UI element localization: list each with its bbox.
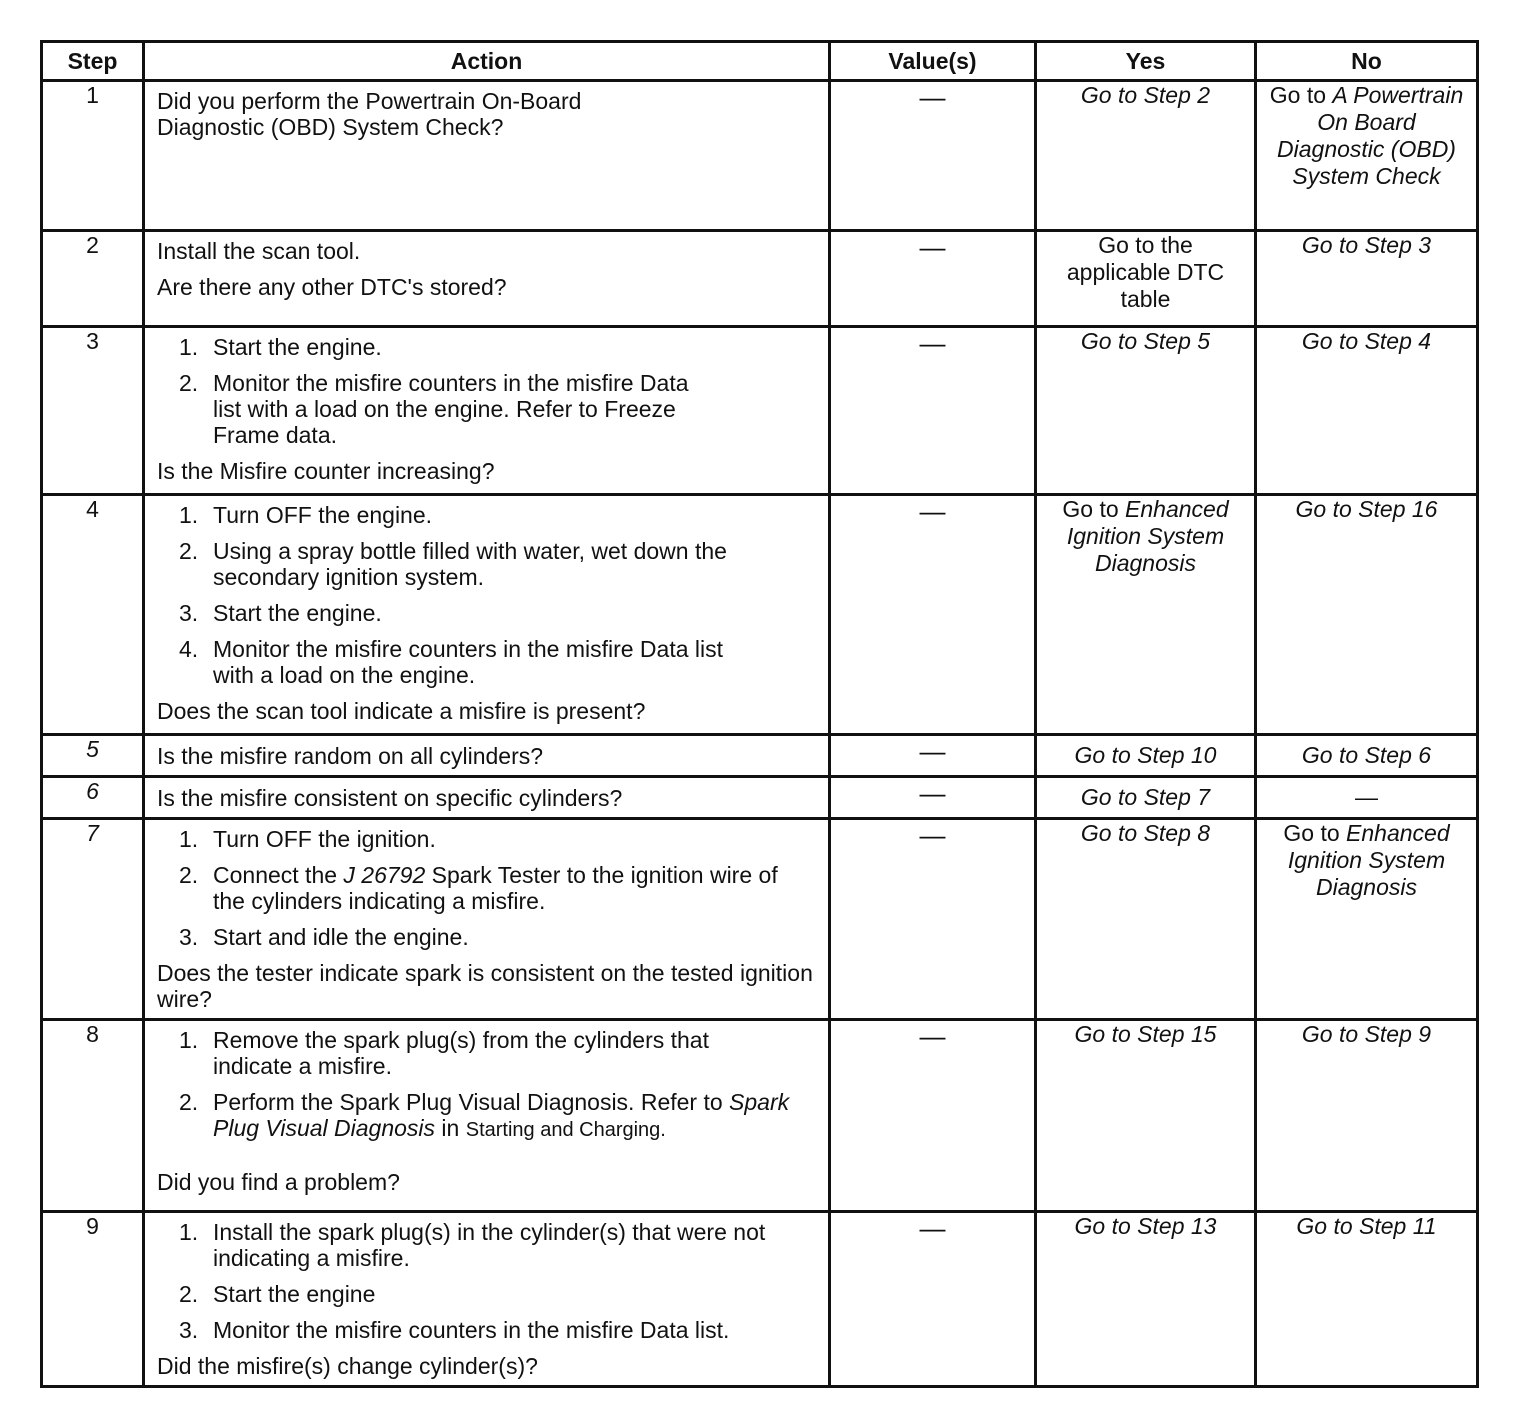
header-yes: Yes xyxy=(1036,42,1256,81)
header-action: Action xyxy=(144,42,830,81)
item-text: Start the engine. xyxy=(213,334,382,360)
item-text: Start the engine xyxy=(213,1281,376,1307)
step-number: 3 xyxy=(42,327,144,495)
table-row xyxy=(42,81,1478,231)
yes-link[interactable]: Go to Step 2 xyxy=(1080,82,1211,108)
value-cell: — xyxy=(830,495,1036,735)
item-number: 1. xyxy=(179,334,199,360)
tool-reference: J 26792 xyxy=(343,862,426,888)
value-cell: — xyxy=(830,81,1036,231)
section-reference: Starting and Charging. xyxy=(465,1119,666,1141)
item-number: 2. xyxy=(179,538,199,564)
no-cell xyxy=(1256,1020,1478,1212)
step-number: 1 xyxy=(42,81,144,231)
step-number: 6 xyxy=(42,777,144,819)
action-cell xyxy=(144,495,830,735)
step-number: 2 xyxy=(42,231,144,327)
action-steps xyxy=(157,334,814,448)
no-cell xyxy=(1256,231,1478,327)
action-question: Is the Misfire counter increasing? xyxy=(157,458,495,484)
table-row xyxy=(42,327,1478,495)
action-step-item xyxy=(157,1027,814,1079)
item-number: 2. xyxy=(179,862,199,888)
diagnostic-table-page xyxy=(40,40,1479,1388)
value-cell: — xyxy=(830,1020,1036,1212)
step-number: 9 xyxy=(42,1212,144,1387)
no-cell xyxy=(1256,735,1478,777)
action-step-item xyxy=(157,1317,814,1343)
no-link[interactable] xyxy=(1257,820,1476,905)
no-link[interactable]: Go to Step 9 xyxy=(1301,1021,1432,1047)
action-cell xyxy=(144,81,830,231)
no-cell xyxy=(1256,327,1478,495)
table-row xyxy=(42,1020,1478,1212)
action-step-item xyxy=(157,538,814,590)
action-steps xyxy=(157,502,814,688)
yes-link[interactable] xyxy=(1037,496,1254,581)
table-row xyxy=(42,231,1478,327)
action-question: Is the misfire random on all cylinders? xyxy=(157,742,544,769)
item-text: Using a spray bottle filled with water, wet down the secondary ignition system. xyxy=(213,538,727,590)
header-values: Value(s) xyxy=(830,42,1036,81)
yes-cell xyxy=(1036,819,1256,1020)
action-step-item xyxy=(157,600,814,626)
diagnostic-table xyxy=(40,40,1479,1388)
action-step-item xyxy=(157,334,814,360)
item-text: Start and idle the engine. xyxy=(213,924,469,950)
action-cell xyxy=(144,231,830,327)
action-step-item xyxy=(157,862,814,914)
value-cell: — xyxy=(830,819,1036,1020)
value-cell: — xyxy=(830,1212,1036,1387)
no-cell xyxy=(1256,81,1478,231)
step-number: 4 xyxy=(42,495,144,735)
yes-cell xyxy=(1036,1212,1256,1387)
step-number: 5 xyxy=(42,735,144,777)
item-text: Turn OFF the ignition. xyxy=(213,826,436,852)
yes-link[interactable]: Go to the applicable DTC table xyxy=(1066,232,1225,312)
action-step-item xyxy=(157,636,814,688)
yes-link[interactable]: Go to Step 15 xyxy=(1074,1021,1217,1047)
header-row xyxy=(42,42,1478,81)
action-question: Are there any other DTC's stored? xyxy=(157,274,507,300)
action-step-item xyxy=(157,370,814,448)
no-cell xyxy=(1256,1212,1478,1387)
no-cell xyxy=(1256,495,1478,735)
action-cell xyxy=(144,819,830,1020)
table-row xyxy=(42,735,1478,777)
no-link-prefix: Go to xyxy=(1269,82,1333,108)
no-link-target: Enhanced Ignition System Diagnosis xyxy=(1287,820,1450,900)
action-question: Does the scan tool indicate a misfire is present? xyxy=(157,698,646,724)
yes-cell xyxy=(1036,231,1256,327)
item-text: Perform the Spark Plug Visual Diagnosis. Refer to xyxy=(213,1089,730,1115)
item-text: Turn OFF the engine. xyxy=(213,502,433,528)
action-question: Is the misfire consistent on specific cylinders? xyxy=(157,784,623,811)
yes-link[interactable]: Go to Step 8 xyxy=(1080,820,1211,846)
item-number: 1. xyxy=(179,1027,199,1053)
action-step-item xyxy=(157,924,814,950)
action-step-item xyxy=(157,502,814,528)
action-cell xyxy=(144,1212,830,1387)
action-steps xyxy=(157,1027,814,1143)
action-steps xyxy=(157,826,814,950)
no-cell xyxy=(1256,819,1478,1020)
action-step-item xyxy=(157,826,814,852)
item-text: Start the engine. xyxy=(213,600,382,626)
yes-cell xyxy=(1036,327,1256,495)
step-number: 8 xyxy=(42,1020,144,1212)
header-no: No xyxy=(1256,42,1478,81)
action-question: Does the tester indicate spark is consistent on the tested ignition wire? xyxy=(157,960,813,1012)
yes-cell xyxy=(1036,81,1256,231)
reference-link[interactable]: Spark Plug Visual Diagnosis xyxy=(213,1089,790,1141)
header-step: Step xyxy=(42,42,144,81)
item-number: 2. xyxy=(179,1281,199,1307)
action-question: Did you find a problem? xyxy=(157,1169,400,1195)
no-link-prefix: Go to xyxy=(1283,820,1347,846)
table-row xyxy=(42,495,1478,735)
action-question: Did you perform the Powertrain On-Board Diagnostic (OBD) System Check? xyxy=(157,88,582,140)
item-text: Monitor the misfire counters in the misfire Data list with a load on the engine. xyxy=(213,636,724,688)
action-steps xyxy=(157,1219,814,1343)
item-number: 1. xyxy=(179,826,199,852)
item-number: 2. xyxy=(179,370,199,396)
item-text: Monitor the misfire counters in the misfire Data list with a load on the engine. Refer to Freeze Frame data. xyxy=(213,370,689,448)
item-number: 3. xyxy=(179,600,199,626)
action-text: Install the scan tool. xyxy=(157,238,361,264)
item-number: 3. xyxy=(179,1317,199,1343)
action-step-item xyxy=(157,1089,814,1143)
action-cell xyxy=(144,735,830,777)
yes-link-prefix: Go to xyxy=(1062,496,1126,522)
yes-link[interactable]: Go to Step 7 xyxy=(1080,784,1211,810)
table-row xyxy=(42,777,1478,819)
item-text: in xyxy=(435,1115,466,1141)
action-cell xyxy=(144,1020,830,1212)
yes-link[interactable]: Go to Step 5 xyxy=(1080,328,1211,354)
value-cell: — xyxy=(830,327,1036,495)
value-cell: — xyxy=(830,735,1036,777)
yes-cell xyxy=(1036,777,1256,819)
action-question: Did the misfire(s) change cylinder(s)? xyxy=(157,1353,538,1379)
action-cell xyxy=(144,327,830,495)
yes-cell xyxy=(1036,735,1256,777)
table-row xyxy=(42,819,1478,1020)
no-link[interactable]: Go to Step 11 xyxy=(1296,1213,1437,1239)
item-text: Spark Tester to the ignition wire of the cylinders indicating a misfire. xyxy=(213,862,778,914)
step-number: 7 xyxy=(42,819,144,1020)
no-link: — xyxy=(1355,784,1378,810)
item-number: 3. xyxy=(179,924,199,950)
no-link-target: A Powertrain On Board Diagnostic (OBD) System Check xyxy=(1277,82,1464,189)
yes-cell xyxy=(1036,1020,1256,1212)
no-link[interactable]: Go to Step 3 xyxy=(1301,232,1432,258)
table-row xyxy=(42,1212,1478,1387)
no-link[interactable]: Go to Step 6 xyxy=(1301,742,1432,768)
value-cell: — xyxy=(830,231,1036,327)
action-step-item xyxy=(157,1281,814,1307)
item-text: Install the spark plug(s) in the cylinder(s) that were not indicating a misfire. xyxy=(213,1219,766,1271)
yes-link-target: Enhanced Ignition System Diagnosis xyxy=(1066,496,1229,576)
item-text: Connect the xyxy=(213,862,344,888)
value-cell: — xyxy=(830,777,1036,819)
no-link[interactable] xyxy=(1257,82,1476,194)
yes-link[interactable]: Go to Step 13 xyxy=(1074,1213,1217,1239)
item-number: 2. xyxy=(179,1089,199,1115)
action-cell xyxy=(144,777,830,819)
item-number: 1. xyxy=(179,502,199,528)
item-number: 1. xyxy=(179,1219,199,1245)
item-number: 4. xyxy=(179,636,199,662)
action-step-item xyxy=(157,1219,814,1271)
yes-link[interactable]: Go to Step 10 xyxy=(1074,742,1217,768)
item-text: Remove the spark plug(s) from the cylinders that indicate a misfire. xyxy=(213,1027,709,1079)
yes-cell xyxy=(1036,495,1256,735)
no-cell xyxy=(1256,777,1478,819)
item-text: Monitor the misfire counters in the misfire Data list. xyxy=(213,1317,730,1343)
no-link[interactable]: Go to Step 16 xyxy=(1295,496,1438,522)
no-link[interactable]: Go to Step 4 xyxy=(1301,328,1432,354)
